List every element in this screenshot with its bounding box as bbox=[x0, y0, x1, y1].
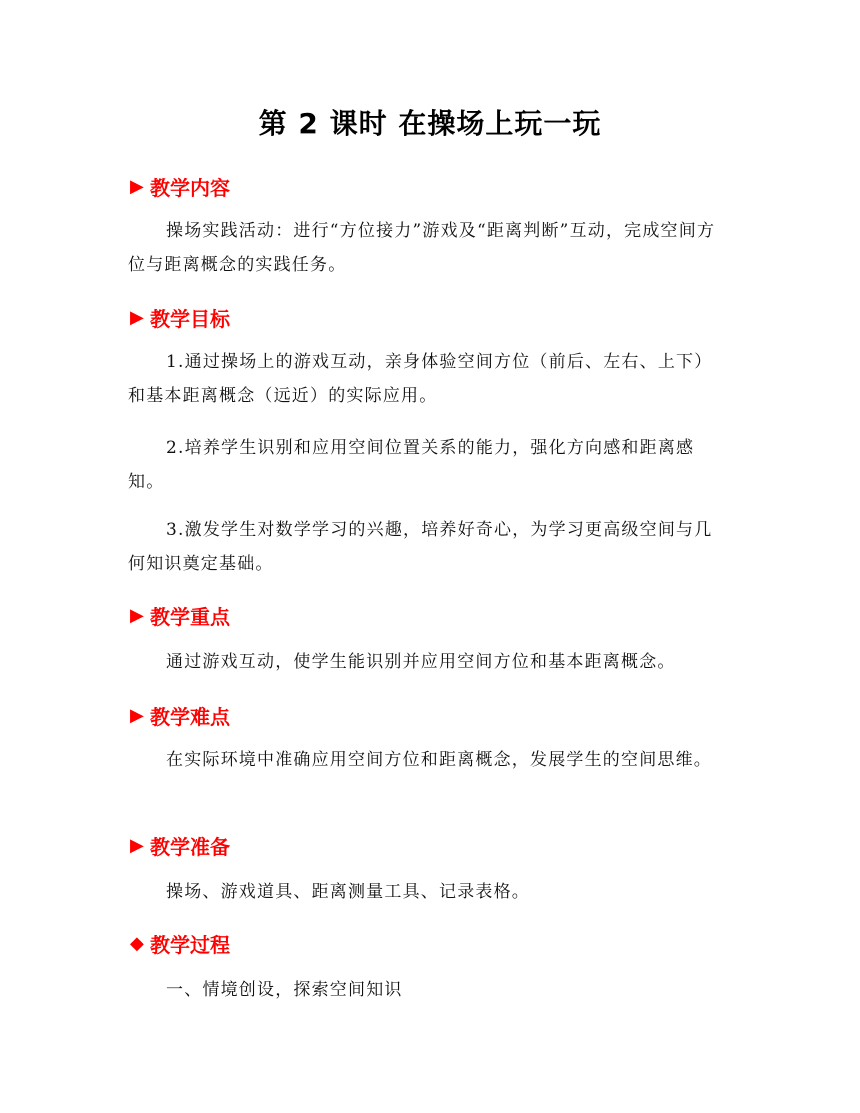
difficulties-paragraph: 在实际环境中准确应用空间方位和距离概念，发展学生的空间思维。 bbox=[166, 750, 712, 770]
objective-item-2: 2.培养学生识别和应用空间位置关系的能力，强化方向感和距离感知。 bbox=[128, 438, 695, 492]
objective-item-1: 1.通过操场上的游戏互动，亲身体验空间方位（前后、左右、上下）和基本距离概念（远近）的实际应用。 bbox=[128, 352, 713, 406]
key-points-paragraph: 通过游戏互动，使学生能识别并应用空间方位和基本距离概念。 bbox=[166, 652, 676, 672]
content-paragraph: 操场实践活动：进行“方位接力”游戏及“距离判断”互动，完成空间方位与距离概念的实践任务。 bbox=[128, 221, 716, 275]
section-heading-label: 教学目标 bbox=[150, 307, 230, 331]
triangle-marker-icon: ▶ bbox=[130, 605, 144, 626]
section-heading-difficulties bbox=[130, 701, 230, 730]
triangle-marker-icon: ▶ bbox=[130, 835, 144, 856]
section-heading-process bbox=[130, 929, 230, 958]
triangle-marker-icon: ▶ bbox=[130, 705, 144, 726]
section-heading-objectives bbox=[130, 303, 230, 332]
page-title: 第 2 课时 在操场上玩一玩 bbox=[258, 107, 602, 140]
section-heading-label: 教学准备 bbox=[150, 835, 230, 859]
section-heading-preparation bbox=[130, 831, 230, 860]
triangle-marker-icon: ▶ bbox=[130, 176, 144, 197]
section-heading-label: 教学重点 bbox=[150, 605, 230, 629]
section-heading-label: 教学内容 bbox=[150, 176, 230, 200]
section-heading-label: 教学过程 bbox=[150, 933, 230, 957]
process-step-1: 一、情境创设，探索空间知识 bbox=[166, 980, 403, 1000]
section-heading-key-points bbox=[130, 601, 230, 630]
preparation-paragraph: 操场、游戏道具、距离测量工具、记录表格。 bbox=[166, 882, 530, 902]
objective-item-3: 3.激发学生对数学学习的兴趣，培养好奇心，为学习更高级空间与几何知识奠定基础。 bbox=[128, 520, 713, 574]
section-heading-content bbox=[130, 172, 230, 201]
section-heading-label: 教学难点 bbox=[150, 705, 230, 729]
triangle-marker-icon: ▶ bbox=[130, 307, 144, 328]
diamond-marker-icon: ◆ bbox=[130, 933, 144, 954]
